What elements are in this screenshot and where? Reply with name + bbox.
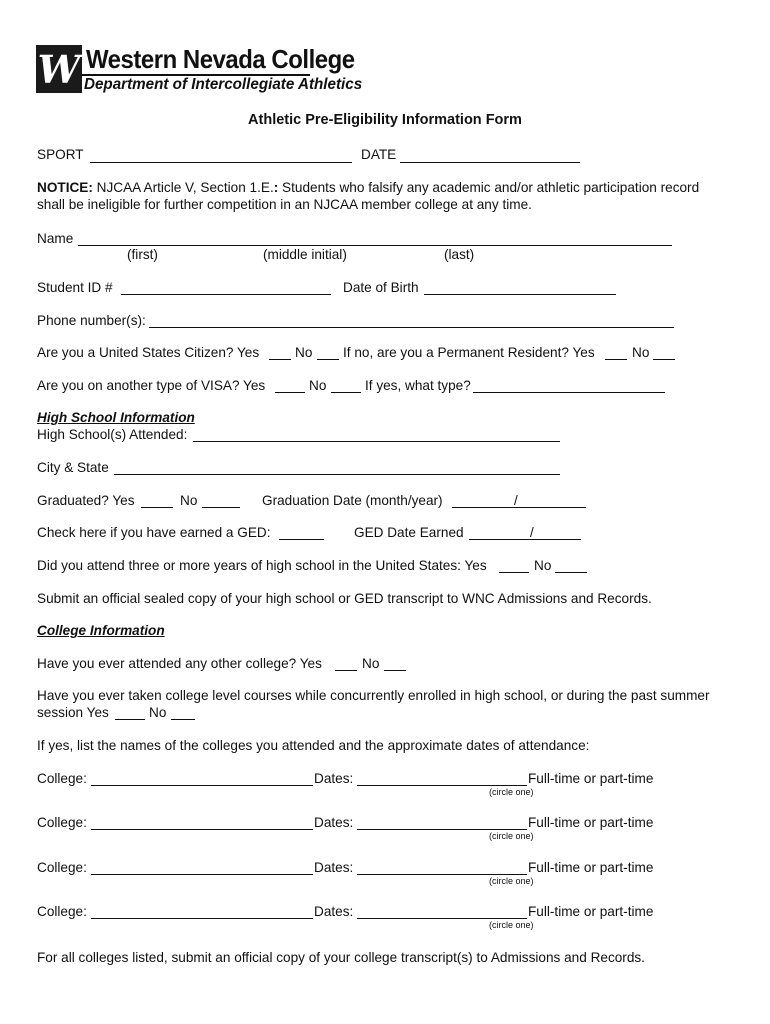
circle-one-note: (circle one)	[489, 831, 534, 841]
ged-date-label: GED Date Earned	[354, 525, 464, 540]
visa-question: Are you on another type of VISA? Yes	[37, 378, 266, 393]
visa-type-field[interactable]	[473, 392, 665, 393]
college-name-field[interactable]	[91, 829, 313, 830]
notice-label: NOTICE:	[37, 180, 93, 195]
college-label: College:	[37, 771, 87, 786]
notice-line-1	[37, 180, 699, 195]
name-field[interactable]	[78, 245, 672, 246]
graduated-yes-field[interactable]	[141, 507, 173, 508]
three-years-question: Did you attend three or more years of high school in the United States: Yes	[37, 558, 487, 573]
visa-type-label: If yes, what type?	[365, 378, 471, 393]
high-school-heading: High School Information	[37, 410, 195, 425]
visa-yes-field[interactable]	[275, 392, 305, 393]
dates-field[interactable]	[357, 785, 527, 786]
date-field[interactable]	[400, 162, 580, 163]
citizen-no-label: No	[295, 345, 313, 360]
courses-yes-field[interactable]	[115, 719, 145, 720]
notice-text-1: Students who falsify any academic and/or athletic participation record	[278, 180, 700, 195]
college-name-field[interactable]	[91, 918, 313, 919]
graduated-label: Graduated? Yes	[37, 493, 135, 508]
college-name-field[interactable]	[91, 874, 313, 875]
resident-yes-field[interactable]	[605, 359, 627, 360]
college-name-field[interactable]	[91, 785, 313, 786]
date-label: DATE	[361, 147, 397, 162]
dates-label: Dates:	[314, 860, 354, 875]
dates-label: Dates:	[314, 771, 354, 786]
college-attended-yes-field[interactable]	[335, 670, 357, 671]
college-label: College:	[37, 860, 87, 875]
hs-submit-text: Submit an official sealed copy of your high school or GED transcript to WNC Admissions and Records.	[37, 591, 652, 606]
dates-field[interactable]	[357, 918, 527, 919]
citizen-no-field[interactable]	[317, 359, 339, 360]
college-list-intro: If yes, list the names of the colleges you attended and the approximate dates of attendance:	[37, 738, 590, 753]
college-attended-question: Have you ever attended any other college? Yes	[37, 656, 322, 671]
high-school-attended-label: High School(s) Attended:	[37, 427, 188, 442]
city-state-field[interactable]	[114, 474, 560, 475]
dates-field[interactable]	[357, 874, 527, 875]
sport-field[interactable]	[90, 162, 352, 163]
resident-no-label: No	[632, 345, 650, 360]
name-last-caption: (last)	[444, 247, 475, 262]
resident-question: If no, are you a Permanent Resident? Yes	[343, 345, 595, 360]
ged-check-field[interactable]	[279, 539, 324, 540]
graduated-no-label: No	[180, 493, 198, 508]
name-middle-caption: (middle initial)	[263, 247, 347, 262]
grad-date-slash: /	[514, 493, 518, 508]
dates-field[interactable]	[357, 829, 527, 830]
courses-session-label: session Yes	[37, 705, 109, 720]
college-label: College:	[37, 815, 87, 830]
name-first-caption: (first)	[127, 247, 158, 262]
grad-date-label: Graduation Date (month/year)	[262, 493, 443, 508]
courses-no-field[interactable]	[171, 719, 195, 720]
college-footer-text: For all colleges listed, submit an official copy of your college transcript(s) to Admissions and Records.	[37, 950, 645, 965]
fulltime-label[interactable]: Full-time or part-time	[528, 815, 654, 830]
visa-no-label: No	[309, 378, 327, 393]
form-title: Athletic Pre-Eligibility Information Form	[248, 112, 522, 128]
college-attended-no-label: No	[362, 656, 380, 671]
college-name: Western Nevada College	[86, 44, 355, 74]
department-name: Department of Intercollegiate Athletics	[84, 76, 363, 93]
fulltime-label[interactable]: Full-time or part-time	[528, 771, 654, 786]
grad-date-field[interactable]	[452, 507, 586, 508]
circle-one-note: (circle one)	[489, 920, 534, 930]
dob-label: Date of Birth	[343, 280, 419, 295]
notice-article: NJCAA Article V, Section 1.E.	[92, 180, 274, 195]
ged-date-field[interactable]	[469, 539, 581, 540]
visa-no-field[interactable]	[331, 392, 361, 393]
circle-one-note: (circle one)	[489, 876, 534, 886]
circle-one-note: (circle one)	[489, 787, 534, 797]
notice-colon: :	[273, 180, 279, 195]
name-label: Name	[37, 231, 74, 246]
notice-line-2: shall be ineligible for further competition in an NJCAA member college at any time.	[37, 197, 532, 212]
ged-date-slash: /	[530, 525, 534, 540]
ged-check-label: Check here if you have earned a GED:	[37, 525, 271, 540]
sport-label: SPORT	[37, 147, 84, 162]
citizen-yes-field[interactable]	[269, 359, 291, 360]
three-years-no-label: No	[534, 558, 552, 573]
three-years-no-field[interactable]	[555, 572, 587, 573]
college-logo-icon	[36, 45, 82, 93]
college-heading: College Information	[37, 623, 165, 638]
college-label: College:	[37, 904, 87, 919]
citizen-question: Are you a United States Citizen? Yes	[37, 345, 260, 360]
dob-field[interactable]	[424, 294, 616, 295]
resident-no-field[interactable]	[653, 359, 675, 360]
courses-no-label: No	[149, 705, 167, 720]
dates-label: Dates:	[314, 815, 354, 830]
student-id-field[interactable]	[121, 294, 331, 295]
city-state-label: City & State	[37, 460, 109, 475]
phone-label: Phone number(s):	[37, 313, 146, 328]
high-school-attended-field[interactable]	[193, 441, 560, 442]
graduated-no-field[interactable]	[202, 507, 240, 508]
phone-field[interactable]	[149, 327, 674, 328]
student-id-label: Student ID #	[37, 280, 113, 295]
logo-letter: W	[37, 46, 81, 92]
three-years-yes-field[interactable]	[499, 572, 529, 573]
fulltime-label[interactable]: Full-time or part-time	[528, 860, 654, 875]
courses-question-line-1: Have you ever taken college level courses while concurrently enrolled in high school, or during the past summer	[37, 688, 710, 703]
fulltime-label[interactable]: Full-time or part-time	[528, 904, 654, 919]
college-attended-no-field[interactable]	[384, 670, 406, 671]
dates-label: Dates:	[314, 904, 354, 919]
